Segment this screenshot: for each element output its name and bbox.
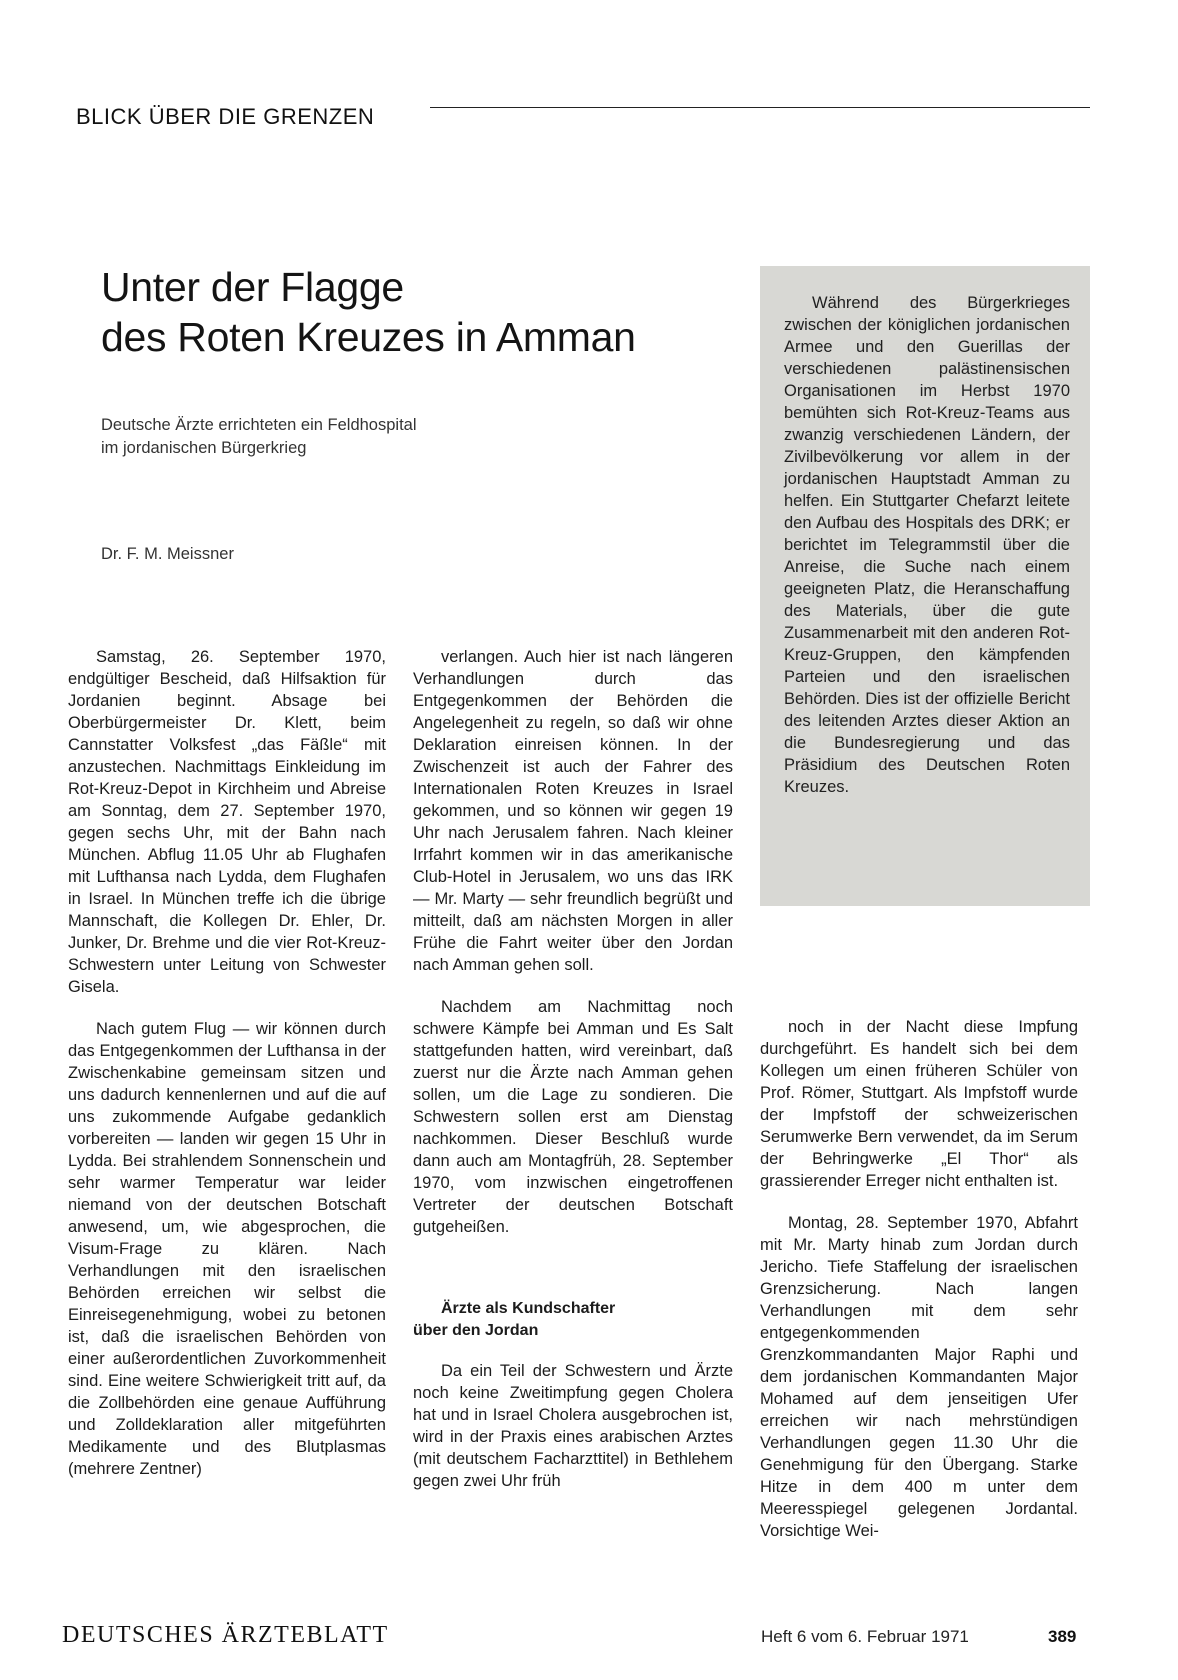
article-subtitle-line-1: Deutsche Ärzte errichteten ein Feldhospital xyxy=(101,416,417,434)
body-paragraph: Nach gutem Flug — wir können durch das Entgegenkommen der Lufthansa in der Zwischenkabine gemeinsam sitzen und uns dadurch kennenlernen und auf die auf uns zukommende Aufgabe gedanklich vorbereiten — landen wir gegen 15 Uhr in Lydda. Bei strahlendem Sonnenschein und sehr warmer Temperatur war leider niemand von der deutschen Botschaft anwesend, um, wie abgesprochen, die Visum-Frage zu klären. Nach Verhandlungen mit den israelischen Behörden erreichen wir selbst die Einreisegenehmigung, wobei zu betonen ist, daß die israelischen Behörden von einer außerordentlichen Zuvorkommenheit sind. Eine weitere Schwierigkeit tritt auf, da die Zollbehörden eine genaue Aufführung und Zolldeklaration aller mitgeführten Medikamente und des Blutplasmas (mehrere Zentner) xyxy=(68,1020,386,1478)
section-heading xyxy=(413,1298,733,1342)
footer-journal-name: DEUTSCHES ÄRZTEBLATT xyxy=(62,1622,389,1648)
section-heading-line-2: über den Jordan xyxy=(413,1322,539,1339)
body-column-1 xyxy=(68,646,386,1480)
body-paragraph: verlangen. Auch hier ist nach längeren Verhandlungen durch das Entgegenkommen der Behörden die Angelegenheit zu regeln, so daß wir ohne Deklaration einreisen können. In der Zwischenzeit ist auch der Fahrer des Internationalen Roten Kreuzes in Israel gekommen, und so können wir gegen 19 Uhr nach Jerusalem fahren. Nach kleiner Irrfahrt kommen wir in das amerikanische Club-Hotel in Jerusalem, wo uns das IRK — Mr. Marty — sehr freundlich begrüßt und mitteilt, daß am nächsten Morgen in aller Frühe die Fahrt weiter über den Jordan nach Amman gehen soll. xyxy=(413,648,733,974)
footer-page-number: 389 xyxy=(1048,1627,1077,1646)
article-title xyxy=(101,262,741,362)
body-column-2 xyxy=(413,646,733,1492)
article-author: Dr. F. M. Meissner xyxy=(101,545,234,563)
section-heading-line-1: Ärzte als Kundschafter xyxy=(441,1300,616,1317)
body-column-3 xyxy=(760,1016,1078,1542)
article-subtitle xyxy=(101,414,581,460)
section-rule xyxy=(430,107,1090,108)
intro-box xyxy=(760,266,1090,906)
article-subtitle-line-2: im jordanischen Bürgerkrieg xyxy=(101,439,307,457)
article-title-line-2: des Roten Kreuzes in Amman xyxy=(101,314,636,360)
body-paragraph: noch in der Nacht diese Impfung durchgeführt. Es handelt sich bei dem Kollegen um einen früheren Schüler von Prof. Römer, Stuttgart. Als Impfstoff wurde der Impfstoff der schweizerischen Serumwerke Bern verwendet, da im Serum der Behringwerke „El Thor“ als grassierender Erreger nicht enthalten ist. xyxy=(760,1018,1078,1190)
section-label: BLICK ÜBER DIE GRENZEN xyxy=(76,104,375,129)
body-paragraph: Samstag, 26. September 1970, endgültiger Bescheid, daß Hilfsaktion für Jordanien beginnt. Absage bei Oberbürgermeister Dr. Klett, beim Cannstatter Volksfest „das Fäßle“ mit anzustechen. Nachmittags Einkleidung im Rot-Kreuz-Depot in Kirchheim und Abreise am Sonntag, dem 27. September 1970, gegen sechs Uhr, mit der Bahn nach München. Abflug 11.05 Uhr ab Flughafen mit Lufthansa nach Lydda, dem Flughafen in Israel. In München treffe ich die übrige Mannschaft, die Kollegen Dr. Ehler, Dr. Junker, Dr. Brehme und die vier Rot-Kreuz-Schwestern unter Leitung von Schwester Gisela. xyxy=(68,648,386,996)
intro-paragraph: Während des Bürgerkrieges zwischen der königlichen jordanischen Armee und den Guerillas der verschiedenen palästinensischen Organisationen im Herbst 1970 bemühten sich Rot-Kreuz-Teams aus zwanzig verschiedenen Ländern, der Zivilbevölkerung vor allem in der jordanischen Hauptstadt Amman zu helfen. Ein Stuttgarter Chefarzt leitete den Aufbau des Hospitals des DRK; er berichtet im Telegrammstil über die Anreise, die Suche nach einem geeigneten Platz, die Heranschaffung des Materials, über die gute Zusammenarbeit mit den anderen Rot-Kreuz-Gruppen, den kämpfenden Parteien und den israelischen Behörden. Dies ist der offizielle Bericht des leitenden Arztes dieser Aktion an die Bundesregierung und das Präsidium des Deutschen Roten Kreuzes. xyxy=(784,294,1070,796)
body-paragraph: Montag, 28. September 1970, Abfahrt mit Mr. Marty hinab zum Jordan durch Jericho. Tiefe Staffelung der israelischen Grenzsicherung. Nach langen Verhandlungen mit dem sehr entgegenkommenden Grenzkommandanten Major Raphi und dem jordanischen Kommandanten Major Mohamed auf dem jenseitigen Ufer erreichen wir nach mehrstündigen Verhandlungen gegen 11.30 Uhr die Genehmigung für den Übergang. Starke Hitze in dem 400 m unter dem Meeresspiegel gelegenen Jordantal. Vorsichtige Wei- xyxy=(760,1214,1078,1540)
body-paragraph: Nachdem am Nachmittag noch schwere Kämpfe bei Amman und Es Salt stattgefunden hatten, wird vereinbart, daß zuerst nur die Ärzte nach Amman gehen sollen, um die Lage zu sondieren. Die Schwestern sollen erst am Dienstag nachkommen. Dieser Beschluß wurde dann auch am Montagfrüh, 28. September 1970, vom inzwischen eingetroffenen Vertreter der deutschen Botschaft gutgeheißen. xyxy=(413,998,733,1236)
article-title-line-1: Unter der Flagge xyxy=(101,264,404,310)
footer-issue: Heft 6 vom 6. Februar 1971 xyxy=(761,1627,969,1646)
body-paragraph: Da ein Teil der Schwestern und Ärzte noch keine Zweitimpfung gegen Cholera hat und in Israel Cholera ausgebrochen ist, wird in der Praxis eines arabischen Arztes (mit deutschem Facharzttitel) in Bethlehem gegen zwei Uhr früh xyxy=(413,1362,733,1490)
